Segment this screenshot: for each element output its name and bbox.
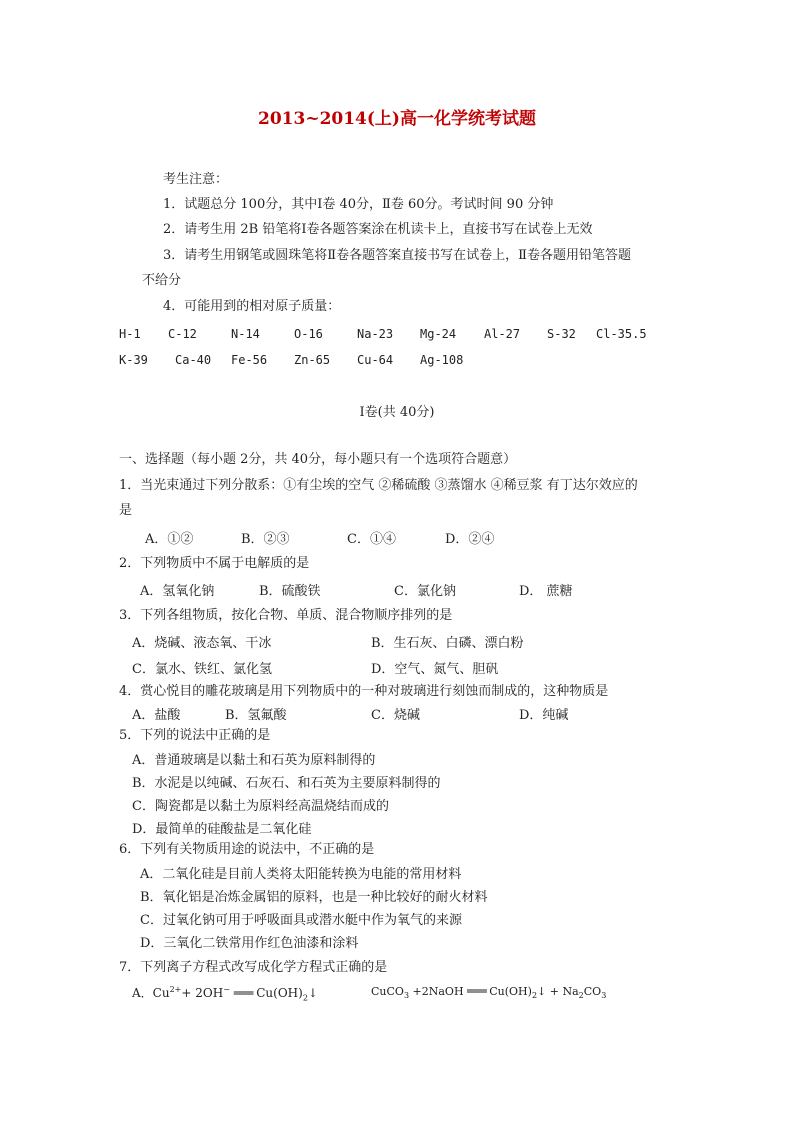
- question-1-option-c: C．①④: [347, 532, 396, 547]
- atomic-mass: Cl-35.5: [596, 327, 647, 341]
- question-6-option-d: D．三氧化二铁常用作红色油漆和涂料: [140, 936, 359, 951]
- question-7-stem: 7．下列离子方程式改写成化学方程式正确的是: [119, 960, 388, 975]
- question-4-option-b: B．氢氟酸: [225, 708, 287, 723]
- atomic-mass: K-39: [119, 353, 148, 367]
- formula-charge: 2+: [169, 985, 182, 994]
- formula-charge: −: [223, 985, 230, 994]
- formula-subscript: 3: [403, 991, 410, 1001]
- question-1-option-d: D．②④: [445, 532, 495, 547]
- atomic-mass: C-12: [168, 327, 197, 341]
- question-2-option-d: D． 蔗糖: [519, 584, 573, 599]
- question-2-option-c: C．氯化钠: [394, 584, 456, 599]
- formula-text: CuCO: [371, 985, 404, 998]
- formula-text: + Na: [546, 985, 579, 998]
- question-6-option-a: A．二氧化硅是目前人类将太阳能转换为电能的常用材料: [140, 867, 462, 882]
- notice-item-4: 4．可能用到的相对原子质量：: [163, 299, 341, 314]
- notice-item-1: 1．试题总分 100分，其中Ⅰ卷 40分，Ⅱ卷 60分。考试时间 90 分钟: [163, 197, 554, 212]
- question-4-option-a: A．盐酸: [132, 708, 181, 723]
- section-1-title: Ⅰ卷(共 40分): [359, 405, 435, 420]
- question-1-option-b: B．②③: [241, 532, 290, 547]
- atomic-mass: Zn-65: [294, 353, 331, 367]
- question-1-option-a: A．①②: [145, 532, 194, 547]
- atomic-mass: Mg-24: [420, 327, 457, 341]
- question-5-option-a: A．普通玻璃是以黏土和石英为原料制得的: [132, 753, 376, 768]
- notice-item-2: 2．请考生用 2B 铅笔将Ⅰ卷各题答案涂在机读卡上，直接书写在试卷上无效: [163, 222, 593, 237]
- question-5-option-d: D．最简单的硅酸盐是二氧化硅: [132, 822, 312, 837]
- atomic-mass: N-14: [231, 327, 260, 341]
- atomic-mass: Ca-40: [175, 353, 212, 367]
- question-3-stem: 3．下列各组物质，按化合物、单质、混合物顺序排列的是: [119, 608, 453, 623]
- question-1-stem-cont: 是: [119, 503, 133, 518]
- question-3-option-a: A．烧碱、液态氧、干冰: [132, 636, 272, 651]
- question-4-option-c: C．烧碱: [371, 708, 420, 723]
- question-6-stem: 6．下列有关物质用途的说法中，不正确的是: [119, 842, 375, 857]
- question-5-stem: 5．下列的说法中正确的是: [119, 728, 271, 743]
- question-7-option-a-molecular: [371, 984, 606, 1000]
- question-3-option-b: B．生石灰、白磷、漂白粉: [371, 636, 524, 651]
- formula-text: CO: [583, 985, 602, 998]
- precipitate-arrow: ↓: [537, 985, 547, 998]
- notice-heading: 考生注意：: [163, 172, 229, 187]
- option-label: A．: [132, 986, 153, 1000]
- question-4-option-d: D．纯碱: [519, 708, 569, 723]
- atomic-mass: Na-23: [357, 327, 394, 341]
- formula-subscript: 2: [302, 993, 308, 1003]
- notice-item-3: 3．请考生用钢笔或圆珠笔将Ⅱ卷各题答案直接书写在试卷上，Ⅱ卷各题用铅笔答题: [163, 248, 631, 263]
- formula-text: Cu: [152, 986, 170, 1000]
- question-5-option-c: C．陶瓷都是以黏土为原料经高温烧结而成的: [132, 799, 389, 814]
- formula-text: + 2OH: [181, 986, 224, 1000]
- question-7-option-a: [132, 984, 318, 1002]
- atomic-mass: S-32: [547, 327, 576, 341]
- question-4-stem: 4．赏心悦目的雕花玻璃是用下列物质中的一种对玻璃进行刻蚀而制成的，这种物质是: [119, 684, 609, 699]
- formula-subscript: 2: [578, 991, 584, 1001]
- question-2-option-b: B．硫酸铁: [259, 584, 321, 599]
- atomic-mass: Al-27: [484, 327, 521, 341]
- question-6-option-b: B．氧化铝是冶炼金属铝的原料，也是一种比较好的耐火材料: [140, 890, 488, 905]
- atomic-mass: Ag-108: [420, 353, 464, 367]
- formula-text: +2NaOH: [409, 985, 468, 998]
- exam-title: 2013~2014(上)高一化学统考试题: [258, 109, 536, 129]
- atomic-mass: O-16: [294, 327, 323, 341]
- atomic-mass: H-1: [119, 327, 141, 341]
- question-3-option-d: D．空气、氮气、胆矾: [371, 662, 499, 677]
- question-2-option-a: A．氢氧化钠: [140, 584, 215, 599]
- precipitate-arrow: ↓: [307, 986, 318, 1000]
- formula-subscript: 3: [601, 991, 607, 1001]
- formula-text: Cu(OH): [489, 985, 532, 998]
- question-6-option-c: C．过氧化钠可用于呼吸面具或潜水艇中作为氧气的来源: [140, 913, 462, 928]
- formula-subscript: 2: [531, 991, 538, 1001]
- question-2-stem: 2．下列物质中不属于电解质的是: [119, 556, 310, 571]
- part-1-heading: 一、选择题（每小题 2分，共 40分，每小题只有一个选项符合题意）: [119, 452, 517, 467]
- atomic-mass: Fe-56: [231, 353, 268, 367]
- question-3-option-c: C．氯水、铁红、氯化氢: [132, 662, 272, 677]
- atomic-mass: Cu-64: [357, 353, 394, 367]
- formula-text: Cu(OH): [256, 986, 303, 1000]
- question-5-option-b: B．水泥是以纯碱、石灰石、和石英为主要原料制得的: [132, 776, 441, 791]
- equal-sign: ═══: [233, 986, 253, 1000]
- question-1-stem: 1．当光束通过下列分散系：①有尘埃的空气 ②稀硫酸 ③蒸馏水 ④稀豆浆 有丁达尔效应的: [119, 478, 638, 493]
- notice-item-3-cont: 不给分: [142, 273, 182, 288]
- equal-sign: ═══: [467, 984, 486, 998]
